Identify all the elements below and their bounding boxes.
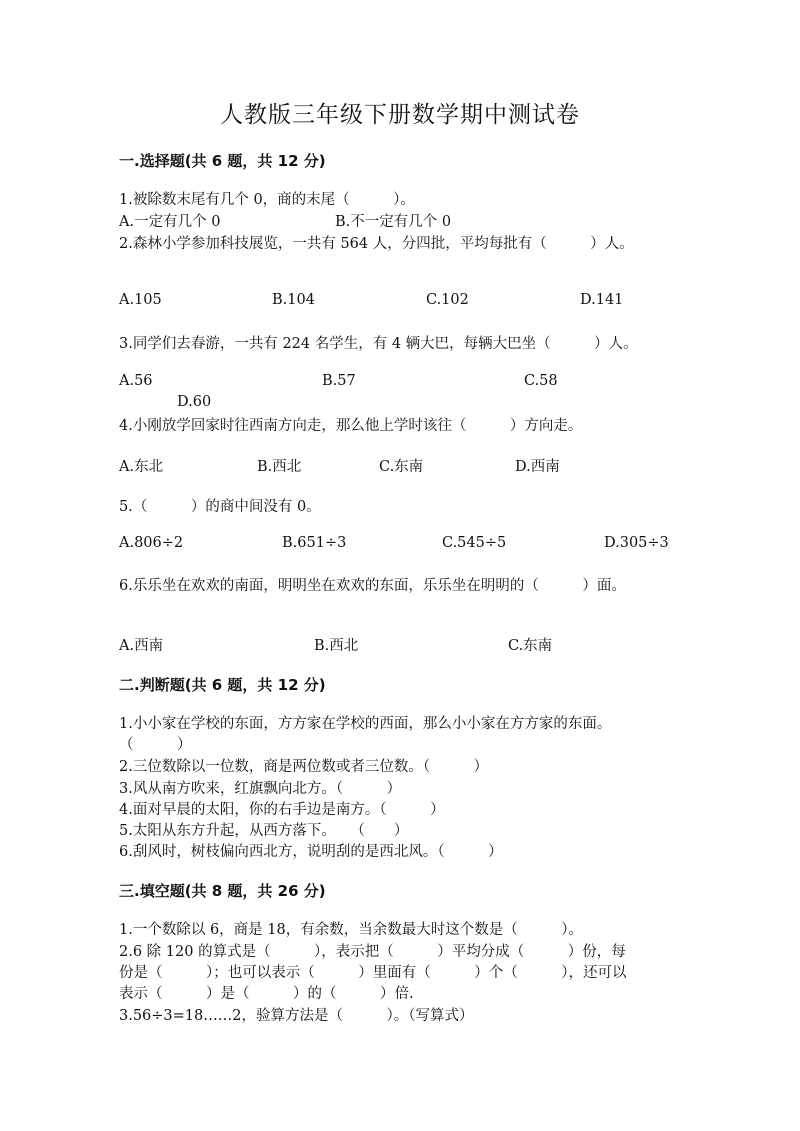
- option-d: D.305÷3: [604, 535, 669, 551]
- option-b: B.西北: [314, 638, 359, 654]
- option-d: D.西南: [515, 459, 560, 475]
- question-stem: 1.被除数末尾有几个 0，商的末尾（ ）。: [119, 192, 415, 208]
- fill-question: 表示（ ）是（ ）的（ ）倍.: [119, 986, 414, 1002]
- judge-statement: 1.小小家在学校的东面，方方家在学校的西面，那么小小家在方方家的东面。: [119, 716, 612, 732]
- option-a: A.806÷2: [119, 535, 184, 551]
- option-b: B.104: [272, 292, 315, 308]
- question-stem: 5.（ ）的商中间没有 0。: [119, 499, 321, 515]
- fill-question: 3.56÷3=18……2，验算方法是（ ）。（写算式）: [119, 1008, 474, 1024]
- fill-question: 1.一个数除以 6，商是 18，有余数，当余数最大时这个数是（ ）。: [119, 922, 583, 938]
- page-title: 人教版三年级下册数学期中测试卷: [220, 102, 580, 128]
- option-d: D.60: [177, 394, 212, 410]
- option-a: A.56: [119, 373, 153, 389]
- option-c: C.东南: [379, 459, 424, 475]
- option-a: A.一定有几个 0: [119, 214, 221, 230]
- question-stem: 4.小刚放学回家时往西南方向走，那么他上学时该往（ ）方向走。: [119, 418, 583, 434]
- judge-statement: 2.三位数除以一位数，商是两位数或者三位数。（ ）: [119, 759, 489, 775]
- answer-blank: （ ）: [119, 737, 192, 753]
- option-b: B.651÷3: [282, 535, 347, 551]
- judge-statement: 3.风从南方吹来，红旗飘向北方。（ ）: [119, 781, 402, 797]
- option-a: A.东北: [119, 459, 164, 475]
- option-b: B.西北: [257, 459, 302, 475]
- question-stem: 3.同学们去春游，一共有 224 名学生，有 4 辆大巴，每辆大巴坐（ ）人。: [119, 336, 638, 352]
- question-stem: 6.乐乐坐在欢欢的南面，明明坐在欢欢的东面，乐乐坐在明明的（ ）面。: [119, 578, 626, 594]
- option-d: D.141: [580, 292, 624, 308]
- section-heading-choice: 一.选择题(共 6 题，共 12 分): [119, 152, 326, 170]
- fill-question: 份是（ ）；也可以表示（ ）里面有（ ）个（ ），还可以: [119, 965, 627, 981]
- question-stem: 2.森林小学参加科技展览，一共有 564 人，分四批，平均每批有（ ）人。: [119, 236, 634, 252]
- option-a: A.西南: [119, 638, 164, 654]
- section-heading-fill: 三.填空题(共 8 题，共 26 分): [119, 882, 326, 900]
- judge-statement: 4.面对早晨的太阳，你的右手边是南方。（ ）: [119, 802, 445, 818]
- option-c: C.58: [524, 373, 558, 389]
- judge-statement: 5.太阳从东方升起，从西方落下。 （ ）: [119, 823, 409, 839]
- option-b: B.不一定有几个 0: [335, 214, 452, 230]
- section-heading-judge: 二.判断题(共 6 题，共 12 分): [119, 676, 326, 694]
- option-c: C.东南: [508, 638, 553, 654]
- option-a: A.105: [119, 292, 162, 308]
- option-c: C.102: [426, 292, 469, 308]
- option-b: B.57: [322, 373, 356, 389]
- fill-question: 2.6 除 120 的算式是（ ），表示把（ ）平均分成（ ）份，每: [119, 944, 626, 960]
- judge-statement: 6.刮风时，树枝偏向西北方，说明刮的是西北风。（ ）: [119, 844, 503, 860]
- option-c: C.545÷5: [442, 535, 507, 551]
